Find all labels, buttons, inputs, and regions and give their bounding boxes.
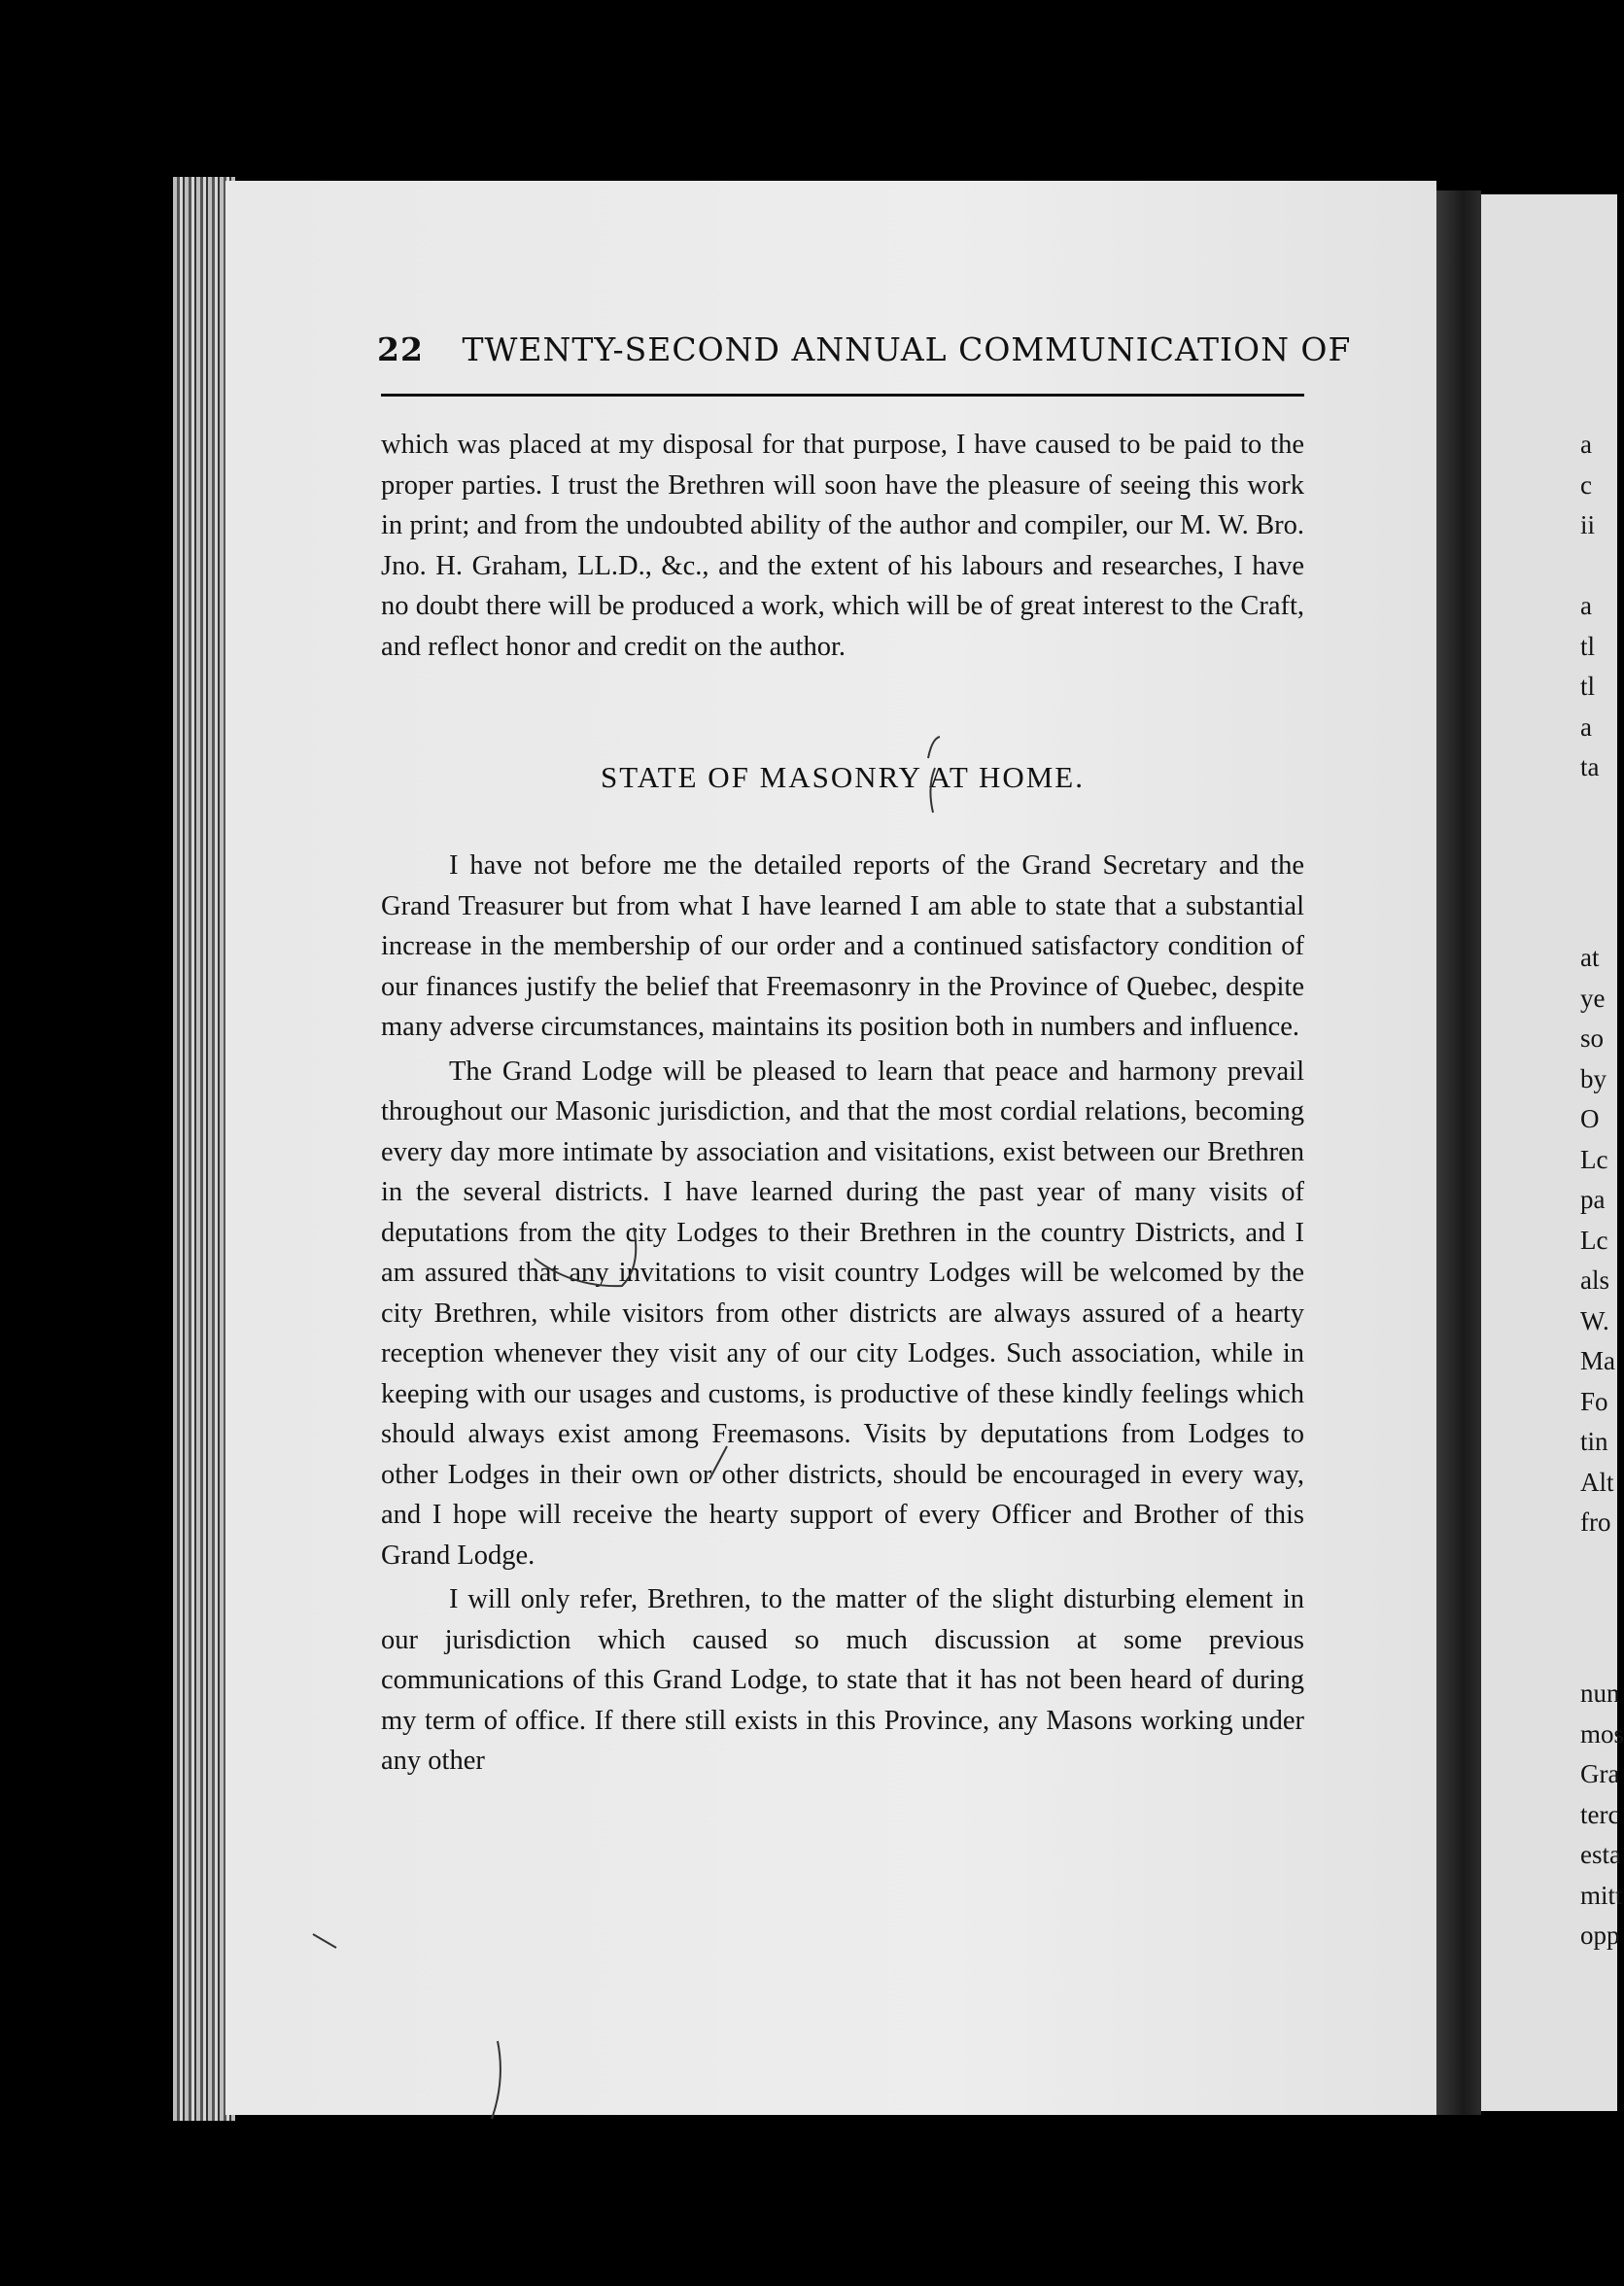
facing-page-line-fragment: a — [1580, 591, 1592, 620]
facing-page-line-fragment: nun — [1580, 1679, 1620, 1708]
facing-page-line-fragment: Lc — [1580, 1225, 1608, 1255]
running-header — [377, 330, 1352, 368]
facing-page-line-fragment: mitt — [1580, 1880, 1623, 1910]
facing-page-line-fragment: ye — [1580, 983, 1606, 1013]
facing-page-line-fragment: so — [1580, 1023, 1605, 1053]
facing-page-line-fragment: pa — [1580, 1185, 1606, 1214]
facing-page-column-fragment-1 — [1580, 425, 1619, 788]
facing-page-line-fragment: fro — [1580, 1507, 1611, 1537]
facing-page-line-fragment: at — [1580, 943, 1600, 972]
book-gutter — [1436, 190, 1481, 2115]
facing-page-line-fragment: a — [1580, 711, 1592, 742]
facing-page-line-fragment: ii — [1580, 510, 1596, 539]
facing-page-line-fragment: Alt — [1580, 1467, 1614, 1497]
page-number: 22 — [377, 330, 424, 368]
facing-page-line-fragment: tin — [1580, 1427, 1608, 1456]
facing-page-line-fragment: ta — [1580, 752, 1600, 781]
facing-page-line-fragment: O — [1580, 1104, 1600, 1133]
facing-page-line-fragment: W. — [1580, 1305, 1609, 1335]
facing-page-line-fragment: mos — [1580, 1718, 1624, 1749]
intro-paragraph-text: which was placed at my disposal for that purpose, I have caused to be paid to the proper parties. I trust the Brethren will soon have the pleasure of seeing this work in print; and from the undoubted ability of the author and compiler, our M. W. Bro. Jno. H. Graham, LL.D., &c., and the extent of his labours and researches, I have no doubt there will be produced a work, which will be of great interest to the Craft, and reflect honor and credit on the author. — [381, 430, 1304, 662]
facing-page-column-fragment-3 — [1580, 1674, 1624, 1957]
paragraph: The Grand Lodge will be pleased to learn that peace and harmony prevail throughout our Masonic jurisdiction, and that the most cordial relations, becoming every day more intimate by association and visitations, exist between our Brethren in the several districts. I have learned during the past year of many visits of deputations from the city Lodges to their Brethren in the country Districts, and I am assured that any invitations to visit country Lodges will be welcomed by the city Brethren, while visitors from other districts are always assured of a hearty reception whenever they visit any of our city Lodges. Such association, while in keeping with our usages and customs, is productive of these kindly feelings which should always exist among Freemasons. Visits by deputations from Lodges to other Lodges in their own or other districts, should be encouraged in every way, and I hope will receive the hearty support of every Officer and Brother of this Grand Lodge. — [381, 1056, 1304, 1571]
running-title: TWENTY-SECOND ANNUAL COMMUNICATION OF — [462, 330, 1352, 368]
paragraph: I will only refer, Brethren, to the matter of the slight disturbing element in our jurisdiction which caused so much discussion at some previous communications of this Grand Lodge, to state that it has not been heard of during my term of office. If there still exists in this Province, any Masons working under any other — [381, 1584, 1304, 1776]
facing-page-column-fragment-2 — [1580, 938, 1619, 1543]
facing-page-line-fragment: c — [1580, 469, 1592, 500]
facing-page-line-fragment: by — [1580, 1063, 1607, 1093]
facing-page-line-fragment: als — [1580, 1265, 1609, 1295]
facing-page-line-fragment — [1580, 546, 1619, 587]
facing-page-line-fragment: tl — [1580, 672, 1596, 701]
facing-page-line-fragment: Ma — [1580, 1346, 1615, 1375]
intro-paragraph — [381, 425, 1304, 667]
header-rule — [381, 394, 1304, 397]
facing-page-line-fragment: opp — [1580, 1921, 1620, 1950]
facing-page-line-fragment: a — [1580, 430, 1592, 459]
facing-page-line-fragment: Fo — [1580, 1386, 1608, 1416]
paragraph: I have not before me the detailed reports of the Grand Secretary and the Grand Treasurer but from what I have learned I am able to state that a substantial increase in the membership of our order and a continued satisfactory condition of our finances justify the belief that Freemasonry in the Province of Quebec, despite many adverse circumstances, maintains its position both in numbers and influence. — [381, 850, 1304, 1042]
body-text — [381, 846, 1304, 1782]
facing-page-line-fragment: Lc — [1580, 1144, 1608, 1174]
facing-page-line-fragment: Gra — [1580, 1759, 1620, 1788]
section-heading: STATE OF MASONRY AT HOME. — [601, 760, 1085, 794]
facing-page-line-fragment: terc — [1580, 1799, 1620, 1829]
facing-page-line-fragment: tl — [1580, 631, 1596, 661]
facing-page-line-fragment: esta — [1580, 1840, 1621, 1869]
